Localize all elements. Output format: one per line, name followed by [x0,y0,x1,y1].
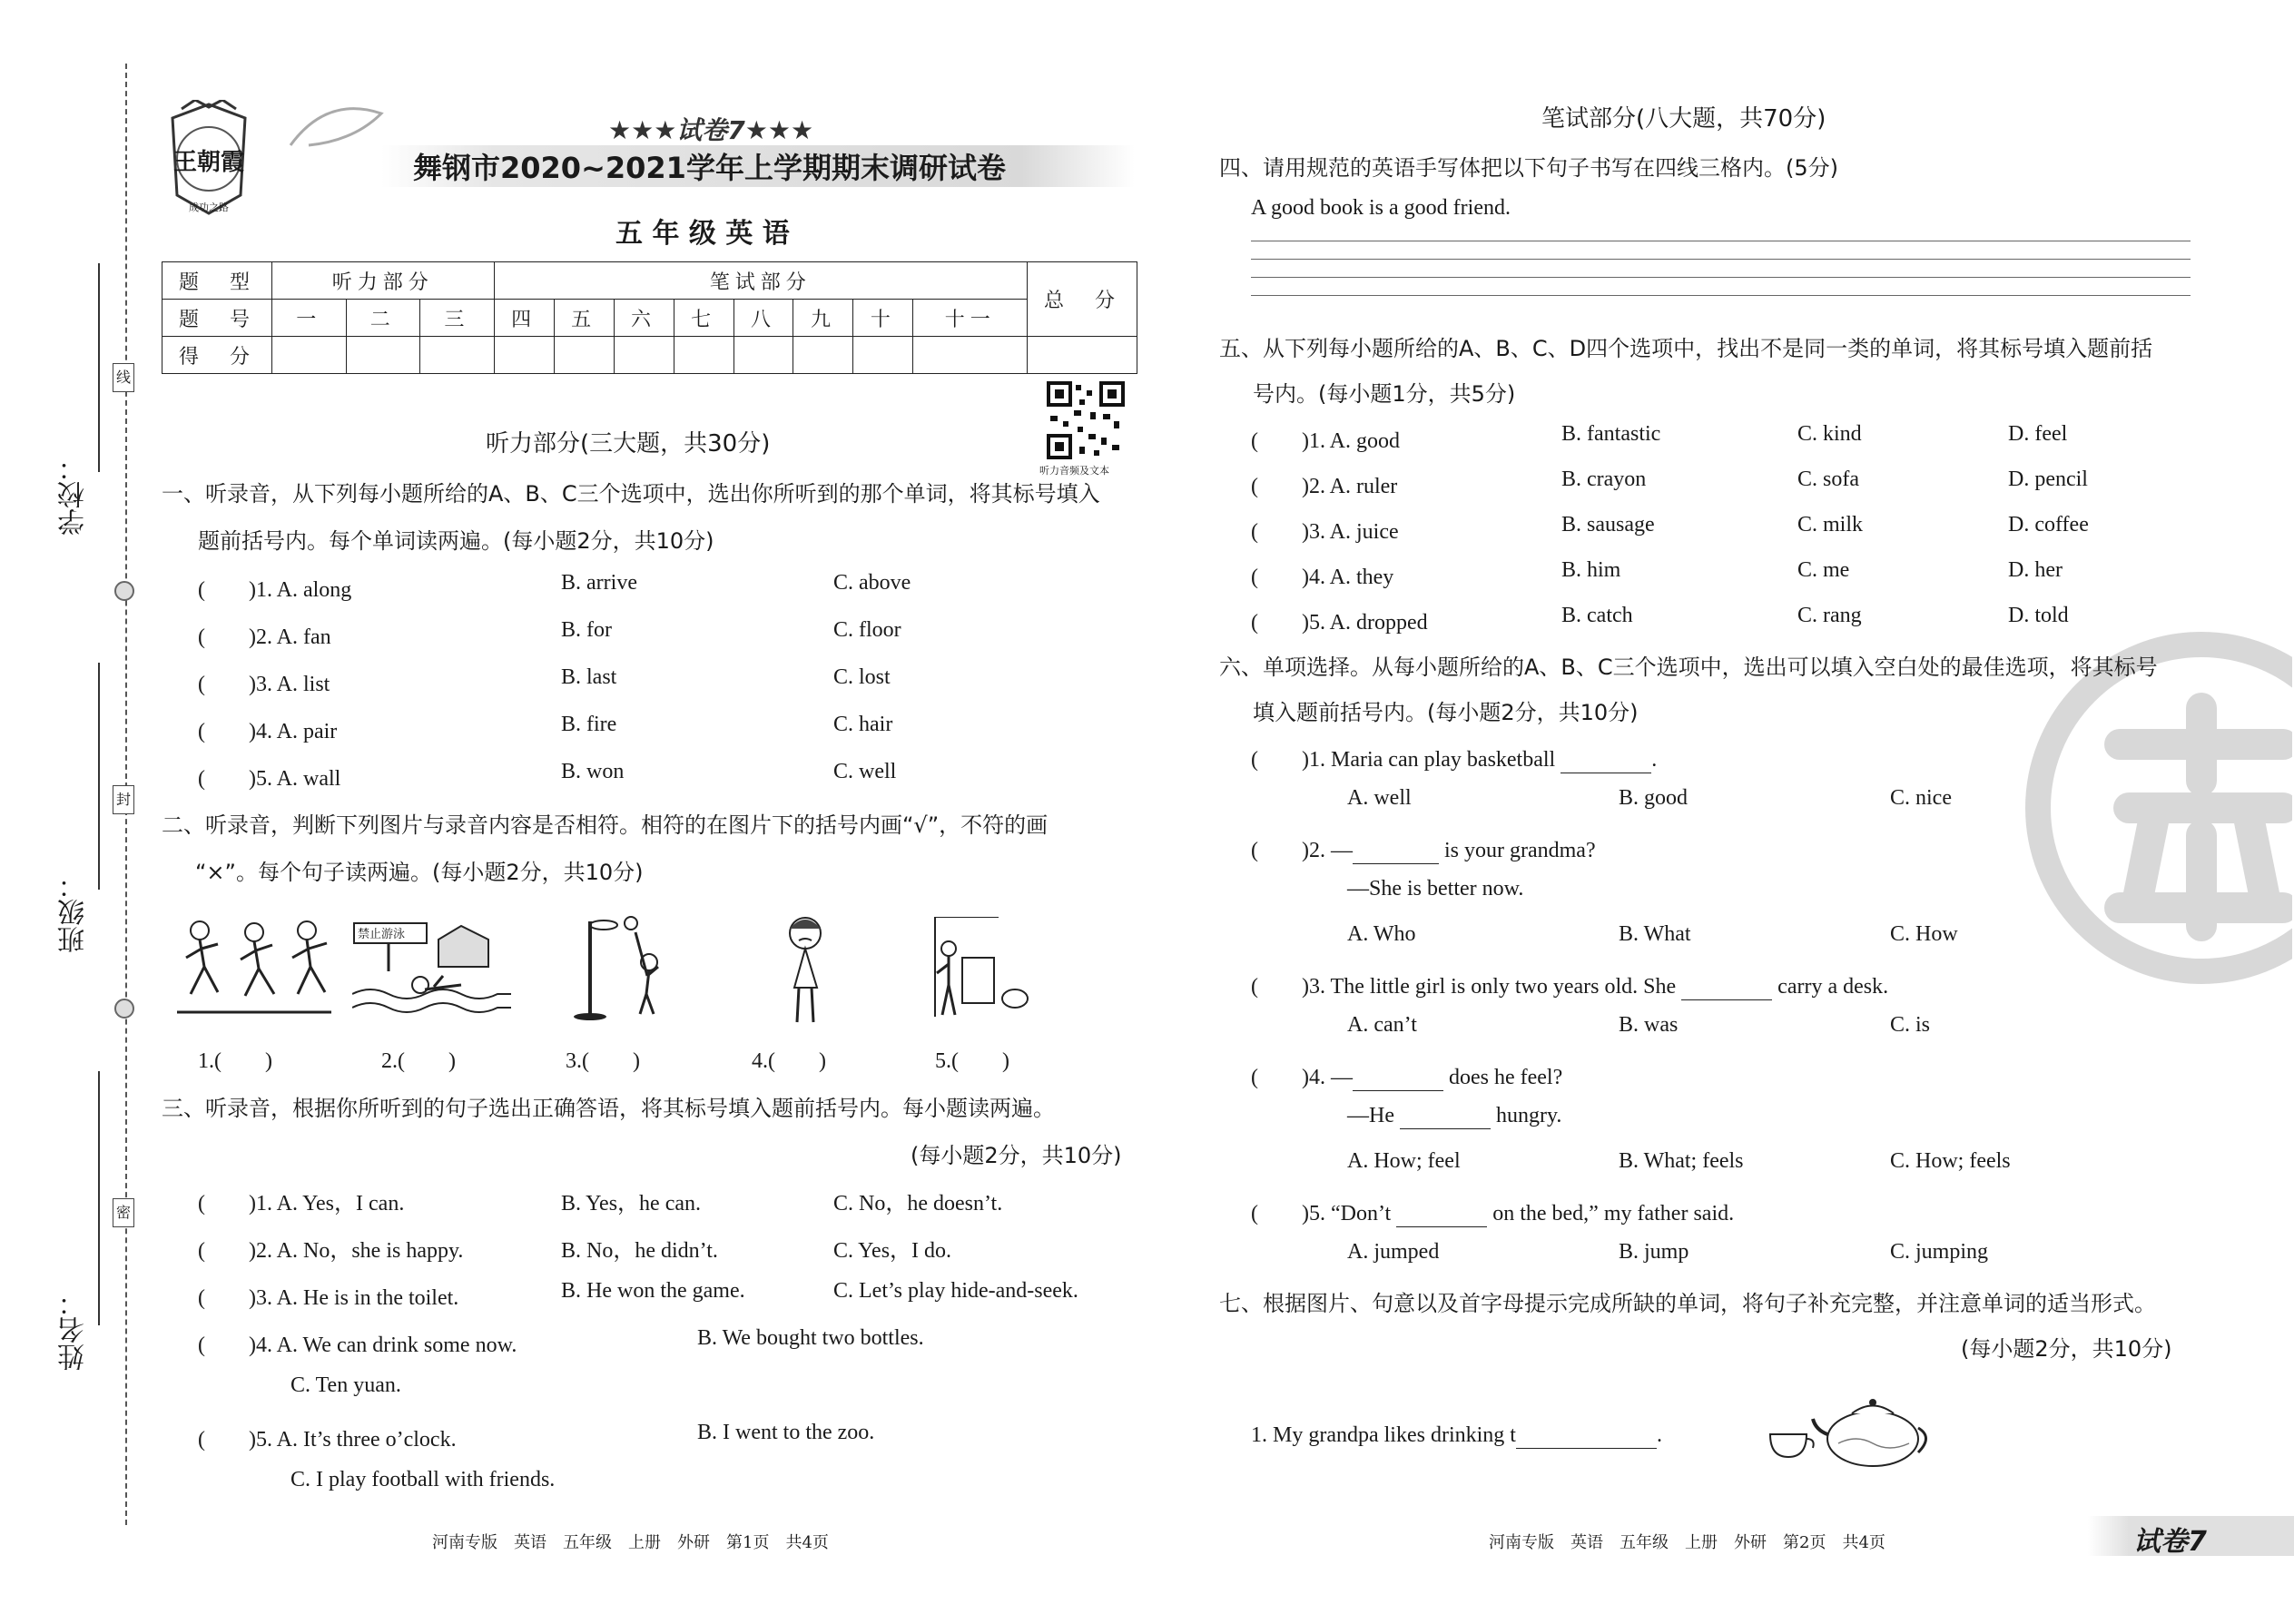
footer-paper-tag: 试卷7 [2133,1526,2207,1558]
l1-q1-b: B. arrive [561,571,637,595]
l3-q2-b: B. No，he didn’t. [561,1239,718,1263]
w6-q3 [1251,968,1888,1000]
w6-q1-blank[interactable] [1561,748,1651,773]
score-input-cell[interactable] [793,337,853,374]
binding-hole [114,999,134,1019]
w5-q5-c: C. rang [1797,604,1862,627]
table-cell: 十一 [913,300,1028,337]
picture-running-kids [172,912,336,1017]
w6-q5-blank[interactable] [1396,1202,1487,1227]
section-5-line2: 号内。(每小题1分，共5分) [1253,381,1516,407]
l1-q2-c: C. floor [833,618,901,642]
w5-q5-a: ( )5. A. dropped [1251,611,1428,635]
seal-seal-char: 封 [113,785,134,814]
w6-q2-a: A. Who [1347,922,1416,946]
w7-q1-blank[interactable] [1516,1423,1657,1449]
w6-q2-text-b: is your grandma? [1443,839,1596,862]
w6-q3-b: B. was [1619,1013,1679,1037]
section-5-line1: 五、从下列每小题所给的A、B、C、D四个选项中，找出不是同一类的单词，将其标号填入题前括 [1219,336,2153,361]
section-7-line1: 七、根据图片、句意以及首字母提示完成所缺的单词，将句子补充完整，并注意单词的适当形式。 [1219,1291,2156,1316]
w6-q1-a: A. well [1347,786,1412,810]
section-3-line1: 三、听录音，根据你所听到的句子选出正确答语，将其标号填入题前括号内。每小题读两遍。 [162,1096,1055,1121]
logo-text: 王朝霞 [172,149,244,176]
w5-q3-d: D. coffee [2008,513,2089,536]
picture-basketball [563,912,663,1021]
picture-bathroom [917,917,1030,1019]
w6-q4-blank[interactable] [1353,1066,1443,1091]
l3-q3-b: B. He won the game. [561,1279,745,1303]
table-cell: 五 [554,300,614,337]
w6-q4-a: A. How; feel [1347,1149,1461,1173]
table-header-total: 总 分 [1028,262,1137,337]
w6-q4-b: B. What; feels [1619,1149,1744,1173]
sign-text: 禁止游泳 [358,928,406,941]
score-table [162,261,1137,374]
w6-q3-text-b: carry a desk. [1777,975,1889,999]
w6-q1-text: ( )1. Maria can play basketball [1251,748,1556,772]
school-line [98,263,100,472]
l3-q2-c: C. Yes，I do. [833,1239,952,1263]
picture-swimming-sign [352,921,511,1023]
l3-q4-c: C. Ten yuan. [290,1373,401,1397]
confidential-watermark [2020,626,2292,989]
table-cell: 七 [674,300,733,337]
w6-q4 [1251,1058,1562,1091]
w6-q2-blank[interactable] [1353,839,1439,864]
picture-4-answer[interactable]: 4.( ) [752,1049,826,1073]
class-line [98,663,100,890]
w5-q1-b: B. fantastic [1561,422,1661,446]
score-input-cell[interactable] [913,337,1028,374]
l3-q5-c: C. I play football with friends. [290,1468,556,1491]
w6-q3-text: ( )3. The little girl is only two years old. She [1251,975,1677,999]
table-cell: 六 [614,300,674,337]
score-input-cell[interactable] [494,337,554,374]
footer-left: 河南专版 英语 五年级 上册 外研 第1页 共4页 [432,1533,829,1552]
w6-q5-text: ( )5. “Don’t [1251,1202,1392,1225]
score-input-cell[interactable] [853,337,913,374]
w6-q2 [1251,832,1596,864]
l1-q3-b: B. last [561,665,617,689]
four-line-grid-3[interactable] [1251,277,2191,278]
school-label: 学校： [58,454,90,536]
name-line [98,1071,100,1325]
l1-q1-c: C. above [833,571,911,595]
w6-q2-reply: —She is better now. [1347,877,1524,901]
w5-q3-b: B. sausage [1561,513,1655,536]
section-6-line1: 六、单项选择。从每小题所给的A、B、C三个选项中，选出可以填入空白处的最佳选项，将其标号 [1219,655,2158,680]
score-input-cell[interactable] [420,337,495,374]
table-cell: 八 [733,300,793,337]
copy-sentence: A good book is a good friend. [1251,196,1511,220]
l3-q4-a: ( )4. A. We can drink some now. [198,1334,517,1357]
score-input-cell[interactable] [554,337,614,374]
w5-q2-d: D. pencil [2008,468,2088,491]
w6-q5-b: B. jump [1619,1240,1689,1264]
exam-title: 舞钢市2020~2021学年上学期期末调研试卷 [413,151,1006,185]
w5-q3-c: C. milk [1797,513,1864,536]
section-2-line1: 二、听录音，判断下列图片与录音内容是否相符。相符的在图片下的括号内画“√”，不符的画 [162,812,1049,838]
l1-q1-a: ( )1. A. along [198,578,352,602]
w5-q1-a: ( )1. A. good [1251,429,1400,453]
four-line-grid-4[interactable] [1251,295,2191,296]
l3-q1-b: B. Yes，he can. [561,1192,701,1216]
logo-subtext: 成功之路 [189,202,229,213]
score-input-cell[interactable] [733,337,793,374]
table-header-listening: 听力部分 [272,262,495,300]
seal-secret-char: 密 [113,1198,134,1227]
table-cell: 九 [793,300,853,337]
brand-logo [154,100,263,218]
name-label: 姓名： [58,1289,90,1371]
w6-q5-a: A. jumped [1347,1240,1440,1264]
w6-q4-reply-text: —He [1347,1104,1394,1127]
binding-hole [114,581,134,601]
subject-title: 五 年 级 英 语 [615,218,790,250]
l1-q5-c: C. well [833,760,897,783]
l3-q2-a: ( )2. A. No，she is happy. [198,1239,464,1263]
w6-q2-text: ( )2. — [1251,839,1353,862]
section-3-line2: (每小题2分，共10分) [911,1143,1122,1168]
l3-q3-c: C. Let’s play hide-and-seek. [833,1279,1078,1303]
l3-q1-c: C. No，he doesn’t. [833,1192,1003,1216]
qr-code[interactable] [1047,381,1125,459]
teapot-picture [1766,1393,1934,1471]
picture-sad-girl [781,915,831,1026]
section-6-line2: 填入题前括号内。(每小题2分，共10分) [1253,700,1639,725]
w5-q4-d: D. her [2008,558,2063,582]
picture-1-answer[interactable]: 1.( ) [198,1049,272,1073]
l3-q5-a: ( )5. A. It’s three o’clock. [198,1428,457,1452]
w5-q5-b: B. catch [1561,604,1633,627]
class-label: 班级： [58,871,90,953]
footer-right: 河南专版 英语 五年级 上册 外研 第2页 共4页 [1489,1533,1885,1552]
l1-q4-a: ( )4. A. pair [198,720,338,743]
w6-q5 [1251,1195,1734,1227]
four-line-grid-2[interactable] [1251,259,2191,260]
w6-q4-c: C. How; feels [1890,1149,2011,1173]
table-cell: 一 [272,300,347,337]
w5-q2-c: C. sofa [1797,468,1859,491]
l3-q5-b: B. I went to the zoo. [697,1421,875,1444]
w6-q4-text-b: does he feel? [1448,1066,1563,1089]
w5-q2-a: ( )2. A. ruler [1251,475,1398,498]
table-cell: 二 [346,300,420,337]
w5-q4-c: C. me [1797,558,1850,582]
w6-q2-b: B. What [1619,922,1691,946]
table-cell: 十 [853,300,913,337]
l1-q4-b: B. fire [561,713,617,736]
w5-q4-a: ( )4. A. they [1251,566,1394,589]
listening-title: 听力部分(三大题，共30分) [486,430,771,458]
w5-q1-d: D. feel [2008,422,2068,446]
table-header-written: 笔试部分 [494,262,1027,300]
section-1-line1: 一、听录音，从下列每小题所给的A、B、C三个选项中，选出你所听到的那个单词，将其标号填入 [162,481,1100,507]
section-7-line2: (每小题2分，共10分) [1961,1336,2172,1362]
picture-5-answer[interactable]: 5.( ) [935,1049,1009,1073]
section-1-line2: 题前括号内。每个单词读两遍。(每小题2分，共10分) [198,528,714,554]
table-label-number: 题 号 [162,300,272,337]
w6-q4-text: ( )4. — [1251,1066,1353,1089]
w5-q4-b: B. him [1561,558,1621,582]
l1-q2-b: B. for [561,618,612,642]
w6-q4-reply [1347,1104,1561,1129]
table-header-type: 题 型 [162,262,272,300]
w7-q1-text: 1. My grandpa likes drinking t [1251,1423,1516,1447]
w6-q1-c: C. nice [1890,786,1952,810]
l1-q3-c: C. lost [833,665,891,689]
score-input-cell[interactable] [614,337,674,374]
score-input-cell[interactable] [1028,337,1137,374]
l1-q5-b: B. won [561,760,625,783]
l3-q4-b: B. We bought two bottles. [697,1326,924,1350]
l1-q5-a: ( )5. A. wall [198,767,341,791]
section-2-line2: “×”。每个句子读两遍。(每小题2分，共10分) [195,860,644,885]
l3-q3-a: ( )3. A. He is in the toilet. [198,1286,459,1310]
w7-q1: 1. My grandpa likes drinking t . [1251,1423,1662,1447]
picture-3-answer[interactable]: 3.( ) [566,1049,640,1073]
l1-q2-a: ( )2. A. fan [198,625,331,649]
table-cell: 四 [494,300,554,337]
w5-q1-c: C. kind [1797,422,1862,446]
table-cell: 三 [420,300,495,337]
w5-q3-a: ( )3. A. juice [1251,520,1399,544]
w6-q2-c: C. How [1890,922,1958,946]
w6-q3-c: C. is [1890,1013,1931,1037]
score-input-cell[interactable] [272,337,347,374]
score-input-cell[interactable] [346,337,420,374]
l1-q4-c: C. hair [833,713,893,736]
w6-q4-reply-end: hungry. [1495,1104,1562,1127]
paper-tag: ★★★试卷7★★★ [608,115,814,145]
w6-q5-c: C. jumping [1890,1240,1989,1264]
w6-q1: ( )1. Maria can play basketball . [1251,748,1658,772]
seal-line-char: 线 [113,363,134,392]
l3-q1-a: ( )1. A. Yes，I can. [198,1192,405,1216]
w6-q3-a: A. can’t [1347,1013,1417,1037]
written-title: 笔试部分(八大题，共70分) [1541,105,1826,133]
w6-q5-text-b: on the bed,” my father said. [1492,1202,1735,1225]
qr-caption: 听力音频及文本 [1039,465,1109,477]
w5-q2-b: B. crayon [1561,468,1647,491]
section-4-line1: 四、请用规范的英语手写体把以下句子书写在四线三格内。(5分) [1219,155,1838,181]
w6-q1-b: B. good [1619,786,1689,810]
l1-q3-a: ( )3. A. list [198,673,330,696]
w6-q4-blank-2[interactable] [1400,1104,1491,1129]
table-label-score: 得 分 [162,337,272,374]
score-input-cell[interactable] [674,337,733,374]
w5-q5-d: D. told [2008,604,2069,627]
picture-2-answer[interactable]: 2.( ) [381,1049,456,1073]
w6-q3-blank[interactable] [1681,975,1772,1000]
